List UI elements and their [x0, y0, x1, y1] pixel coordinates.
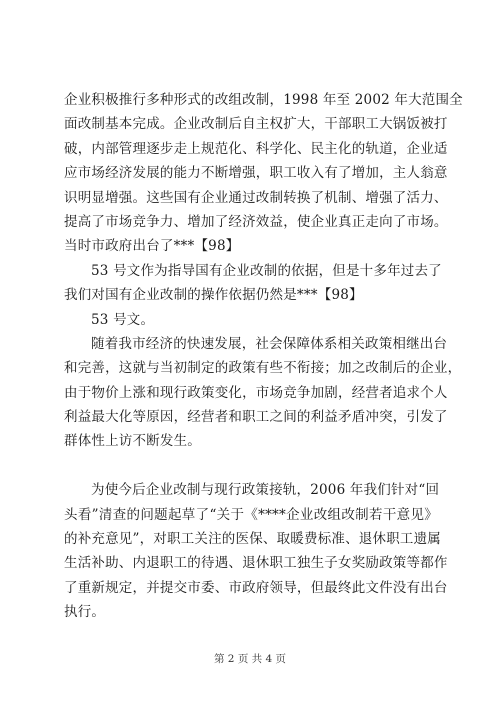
text-line: 识明显增强。这些国有企业通过改制转换了机制、增强了活力、	[64, 189, 448, 206]
text-line: 应市场经济发展的能力不断增强，职工收入有了增加，主人翁意	[64, 165, 448, 182]
page-number: 第 2 页 共 4 页	[213, 653, 287, 665]
blank-line	[64, 454, 438, 478]
text-line: 提高了市场竞争力、增加了经济效益，使企业真正走向了市场。	[64, 213, 448, 230]
text-line: 破，内部管理逐步走上规范化、科学化、民主化的轨道，企业适	[64, 140, 448, 157]
text-line: 53 号文作为指导国有企业改制的依据，但是十多年过去了	[91, 262, 442, 279]
text-line: 为使今后企业改制与现行政策接轨，2006 年我们针对“回	[91, 482, 440, 499]
text-line: 了重新规定，并提交市委、市政府领导，但最终此文件没有出台	[64, 579, 448, 596]
text-line: 我们对国有企业改制的操作依据仍然是***【98】	[64, 287, 363, 304]
text-line: 53 号文。	[91, 311, 155, 328]
text-line: 随着我市经济的快速发展，社会保障体系相关政策相继出台	[91, 335, 448, 352]
body-text	[64, 88, 463, 625]
text-line: 头看”清查的问题起草了“关于《****企业改组改制若干意见》	[64, 506, 438, 523]
text-line: 利益最大化等原因，经营者和职工之间的利益矛盾冲突，引发了	[64, 409, 448, 426]
text-line: 生活补助、内退职工的待遇、退休职工独生子女奖励政策等都作	[64, 555, 448, 572]
text-line: 执行。	[64, 604, 106, 621]
text-line: 群体性上访不断发生。	[64, 433, 201, 450]
text-line: 当时市政府出台了***【98】	[64, 238, 240, 255]
text-line: 企业积极推行多种形式的改组改制，1998 年至 2002 年大范围全	[64, 92, 463, 108]
page-footer	[0, 652, 500, 666]
text-line: 面改制基本完成。企业改制后自主权扩大，干部职工大锅饭被打	[64, 116, 448, 133]
text-line: 由于物价上涨和现行政策变化，市场竞争加剧，经营者追求个人	[64, 384, 448, 401]
text-line: 和完善，这就与当初制定的政策有些不衔接；加之改制后的企业，	[64, 360, 462, 377]
text-line: 的补充意见”，对职工关注的医保、取暖费标准、退休职工遗属	[64, 531, 442, 548]
